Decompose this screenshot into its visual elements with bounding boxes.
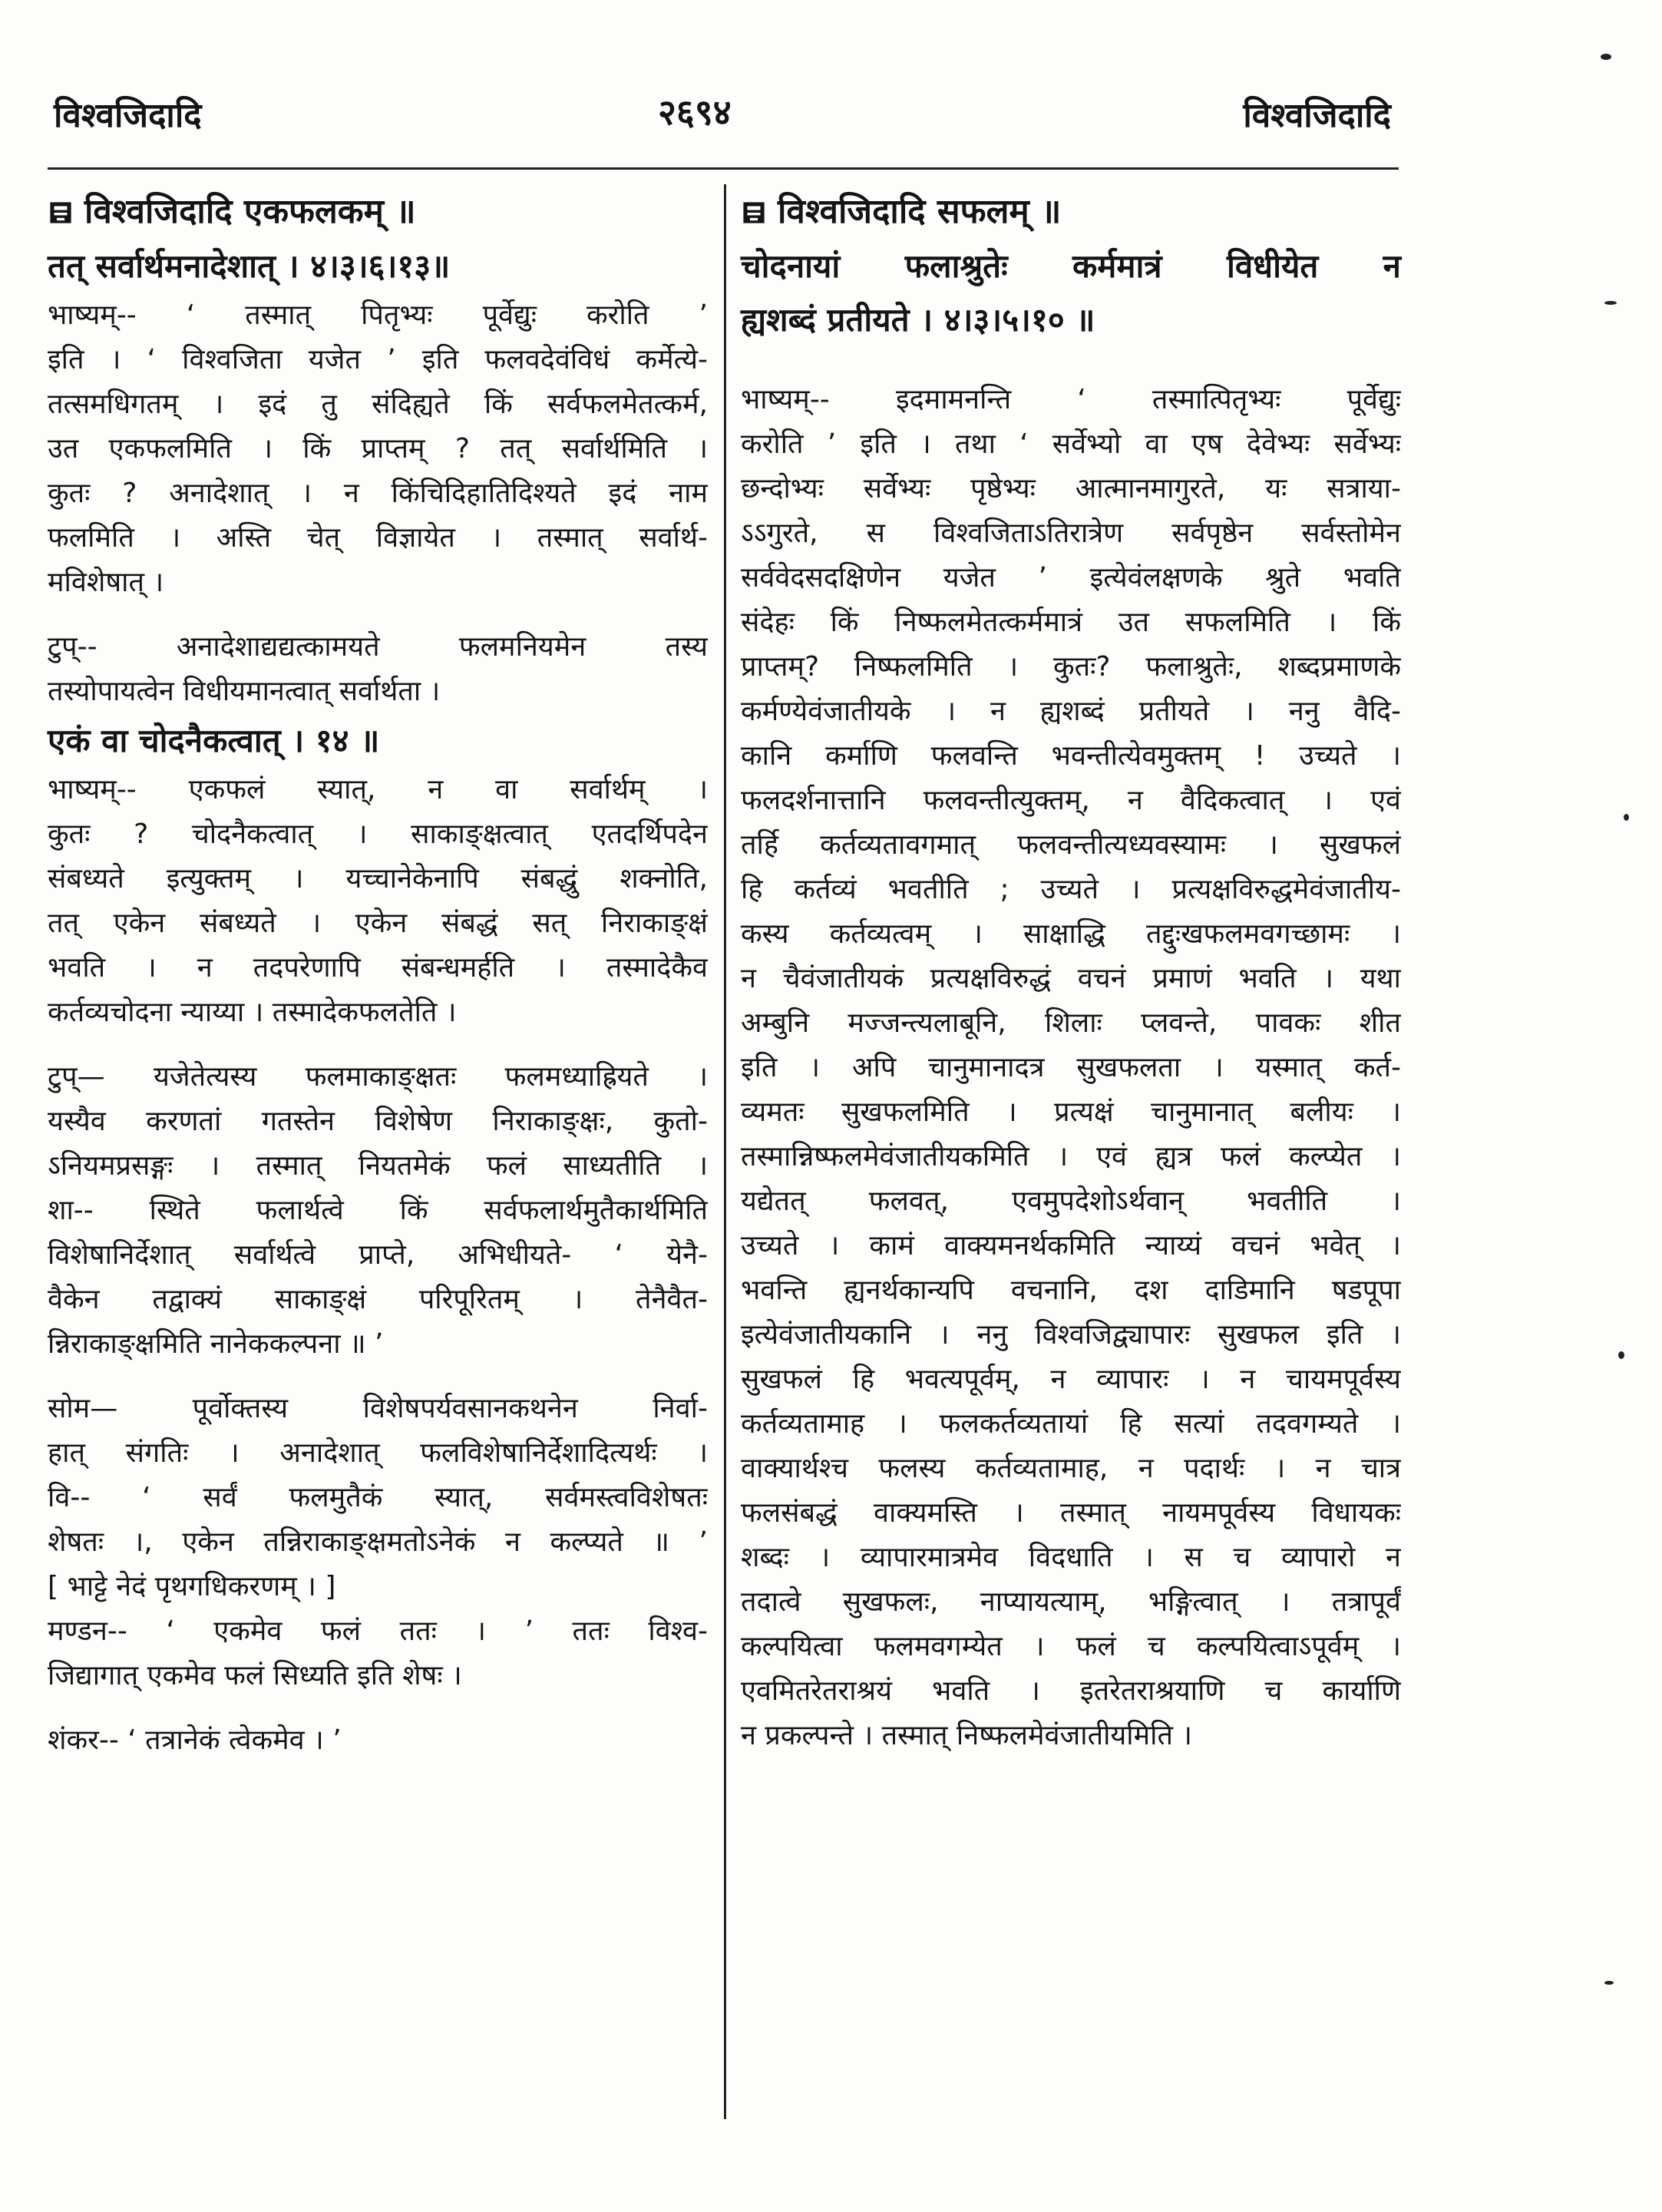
running-head-right: विश्वजिदादि — [1243, 96, 1391, 135]
right-text-line: यद्येतत् फलवत्, एवमुपदेशोऽर्थवान् भवतीति । — [741, 1185, 1401, 1217]
right-sutra-line: ह्यशब्दं प्रतीयते । ४।३।५।१० ॥ — [741, 301, 1095, 339]
left-text-line: इति । ‘ विश्वजिता यजेत ’ इति फलवदेवंविधं कर्मेत्ये- — [48, 344, 708, 375]
page-number: २६९४ — [658, 91, 732, 133]
left-text-line: जिद्यागात् एकमेव फलं सिध्यति इति शेषः । — [48, 1660, 462, 1691]
running-head-left: विश्वजिदादि — [54, 96, 202, 135]
heading-text: विश्वजिदादि सफलम् ॥ — [778, 192, 1062, 231]
left-text-line: विशेषानिर्देशात् सर्वार्थत्वे प्राप्ते, अभिधीयते- ‘ येनै- — [48, 1239, 708, 1271]
right-text-line: अम्बुनि मज्जन्त्यलाबूनि, शिलाः प्लवन्ते, पावकः शीत — [741, 1007, 1401, 1039]
left-text-line: सोम— पूर्वोक्तस्य विशेषपर्यवसानकथनेन निर्वा- — [48, 1393, 708, 1424]
right-text-line: हि कर्तव्यं भवतीति ; उच्यते । प्रत्यक्षविरुद्धमेवंजातीय- — [741, 874, 1401, 905]
paragraph-spacer — [48, 1367, 708, 1387]
section-mark-icon — [741, 200, 767, 226]
right-text-line: ऽऽगुरते, स विश्वजिताऽतिरात्रेण सर्वपृष्ठेन सर्वस्तोमेन — [741, 517, 1401, 549]
right-text-line: इत्येवंजातीयकानि । ननु विश्वजिद्व्यापारः सुखफल इति । — [741, 1319, 1401, 1351]
left-text-line: [ भाट्टे नेदं पृथगधिकरणम् । ] — [48, 1571, 336, 1602]
paragraph-spacer — [48, 605, 708, 625]
left-text-line: शेषतः ।, एकेन तन्निराकाङ्क्षमतोऽनेकं न कल्प्यते ॥ ’ — [48, 1526, 708, 1558]
right-text-line: उच्यते । कामं वाक्यमनर्थकमिति न्याय्यं वचनं भवेत् । — [741, 1230, 1401, 1261]
left-text-line: यस्यैव करणतां गतस्तेन विशेषेण निराकाङ्क्षः, कुतो- — [48, 1106, 708, 1137]
scan-speck — [1604, 1981, 1614, 1985]
right-text-line: वाक्यार्थश्च फलस्य कर्तव्यतामाह, न पदार्थः । न चात्र — [741, 1453, 1401, 1484]
right-text-line: प्राप्तम्? निष्फलमिति । कुतः? फलाश्रुतेः, शब्दप्रमाणके — [741, 651, 1401, 683]
left-sutra-line: तत् सर्वार्थमनादेशात् । ४।३।६।१३॥ — [48, 247, 451, 285]
left-text-line: न्निराकाङ्क्षमिति नानेककल्पना ॥ ’ — [48, 1328, 384, 1360]
scan-speck — [1601, 54, 1611, 60]
left-text-line: भवति । न तदपरेणापि संबन्धमर्हति । तस्मादेकैव — [48, 952, 708, 984]
right-text-line: संदेहः किं निष्फलमेतत्कर्ममात्रं उत सफलमिति । किं — [741, 607, 1401, 638]
page-header — [48, 83, 1391, 152]
header-rule — [48, 167, 1399, 170]
left-section-heading — [48, 184, 708, 240]
left-text-line: तत्समधिगतम् । इदं तु संदिह्यते किं सर्वफलमेतत्कर्म, — [48, 389, 708, 420]
left-text-line: कर्तव्यचोदना न्याय्या । तस्मादेकफलतेति । — [48, 997, 457, 1028]
left-text-line: कुतः ? चोदनैकत्वात् । साकाङ्क्षत्वात् एतदर्थिपदेन — [48, 818, 708, 850]
right-text-line: कर्तव्यतामाह । फलकर्तव्यतायां हि सत्यां तदवगम्यते । — [741, 1408, 1401, 1440]
left-text-line: वि-- ‘ सर्वं फलमुतैकं स्यात्, सर्वमस्त्वविशेषतः — [48, 1482, 708, 1513]
column-divider — [724, 184, 726, 2119]
left-text-line: कुतः ? अनादेशात् । न किंचिदिहातिदिश्यते इदं नाम — [48, 478, 708, 509]
left-text-line: शा-- स्थिते फलार्थत्वे किं सर्वफलार्थमुतैकार्थमिति — [48, 1195, 708, 1226]
left-text-line: संबध्यते इत्युक्तम् । यच्चानेकेनापि संबद्धुं शक्नोति, — [48, 863, 708, 894]
scan-speck — [1618, 1351, 1624, 1359]
right-text-line: भाष्यम्-- इदमामनन्ति ‘ तस्मात्पितृभ्यः पूर्वेद्युः — [741, 384, 1401, 415]
right-sutra-line: चोदनायां फलाश्रुतेः कर्ममात्रं विधीयेत न — [741, 247, 1401, 285]
right-text-line: तदात्वे सुखफलः, नाप्यायत्याम्, भङ्गित्वात् । तत्रापूर्वं — [741, 1586, 1401, 1618]
right-text-line: कानि कर्माणि फलवन्ति भवन्तीत्येवमुक्तम् ! उच्यते । — [741, 740, 1401, 772]
right-text-line: कर्मण्येवंजातीयके । न ह्यशब्दं प्रतीयते । ननु वैदि- — [741, 696, 1401, 727]
right-text-line: फलदर्शनात्तानि फलवन्तीत्युक्तम्, न वैदिकत्वात् । एवं — [741, 785, 1401, 816]
right-text-line: छन्दोभ्यः सर्वेभ्यः पृष्ठेभ्यः आत्मानमागुरते, यः सत्राया- — [741, 473, 1401, 504]
scan-speck — [1604, 301, 1617, 305]
left-text-line: भाष्यम्-- ‘ तस्मात् पितृभ्यः पूर्वेद्युः करोति ’ — [48, 299, 708, 331]
right-text-line: कल्पयित्वा फलमवगम्येत । फलं च कल्पयित्वाऽपूर्वम् । — [741, 1631, 1401, 1662]
paragraph-spacer — [741, 347, 1401, 378]
right-text-line: व्यमतः सुखफलमिति । प्रत्यक्षं चानुमानात् बलीयः । — [741, 1096, 1401, 1128]
left-text-line: भाष्यम्-- एकफलं स्यात्, न वा सर्वार्थम् । — [48, 774, 708, 805]
right-text-line: फलसंबद्धं वाक्यमस्ति । तस्मात् नायमपूर्वस्य विधायकः — [741, 1497, 1401, 1529]
right-text-line: एवमितरेतराश्रयं भवति । इतरेतराश्रयाणि च कार्याणि — [741, 1675, 1401, 1707]
right-text-line: भवन्ति ह्यनर्थकान्यपि वचनानि, दश दाडिमानि षडपूपा — [741, 1275, 1401, 1306]
left-text-line: टुप्— यजेतेत्यस्य फलमाकाङ्क्षतः फलमध्याह्रियते । — [48, 1061, 708, 1093]
right-text-line: करोति ’ इति । तथा ‘ सर्वेभ्यो वा एष देवेभ्यः सर्वेभ्यः — [741, 428, 1401, 460]
left-column — [48, 184, 708, 1763]
left-text-line: टुप्-- अनादेशाद्यद्यत्कामयते फलमनियमेन तस्य — [48, 631, 708, 663]
left-sutra-line: एकं वा चोदनैकत्वात् । १४ ॥ — [48, 722, 380, 759]
section-mark-icon — [48, 200, 74, 226]
left-text-line: फलमिति । अस्ति चेत् विज्ञायेत । तस्मात् सर्वार्थ- — [48, 522, 708, 554]
right-text-line: न प्रकल्पन्ते । तस्मात् निष्फलमेवंजातीयमिति । — [741, 1720, 1193, 1751]
paragraph-spacer — [48, 1035, 708, 1055]
right-text-line: सुखफलं हि भवत्यपूर्वम्, न व्यापारः । न चायमपूर्वस्य — [741, 1364, 1401, 1395]
left-text-line: तत् एकेन संबध्यते । एकेन संबद्धं सत् निराकाङ्क्षं — [48, 908, 708, 939]
right-section-heading — [741, 184, 1401, 240]
left-text-line: शंकर-- ‘ तत्रानेकं त्वेकमेव । ’ — [48, 1724, 342, 1756]
scan-speck — [1624, 814, 1629, 821]
left-text-line: मविशेषात् । — [48, 567, 164, 598]
left-text-line: ऽनियमप्रसङ्गः । तस्मात् नियतमेकं फलं साध्यतीति । — [48, 1150, 708, 1182]
right-text-line: शब्दः । व्यापारमात्रमेव विदधाति । स च व्यापारो न — [741, 1542, 1401, 1573]
right-text-line: न चैवंजातीयकं प्रत्यक्षविरुद्धं वचनं प्रमाणं भवति । यथा — [741, 963, 1401, 994]
left-text-line: हात् संगतिः । अनादेशात् फलविशेषानिर्देशादित्यर्थः । — [48, 1437, 708, 1469]
right-text-line: सर्ववेदसदक्षिणेन यजेत ’ इत्येवंलक्षणके श्रुते भवति — [741, 562, 1401, 594]
right-column — [741, 184, 1401, 1758]
right-text-line: कस्य कर्तव्यत्वम् । साक्षाद्धि तद्दुःखफलमवगच्छामः । — [741, 918, 1401, 950]
left-text-line: उत एकफलमिति । किं प्राप्तम् ? तत् सर्वार्थमिति । — [48, 433, 708, 465]
right-text-line: तर्हि कर्तव्यतावगमात् फलवन्तीत्यध्यवस्यामः । सुखफलं — [741, 829, 1401, 861]
right-text-line: इति । अपि चानुमानादत्र सुखफलता । यस्मात् कर्त- — [741, 1052, 1401, 1083]
left-text-line: तस्योपायत्वेन विधीयमानत्वात् सर्वार्थता । — [48, 676, 441, 707]
heading-text: विश्वजिदादि एकफलकम् ॥ — [84, 192, 416, 231]
right-text-line: तस्मान्निष्फलमेवंजातीयकमिति । एवं ह्यत्र फलं कल्प्येत । — [741, 1141, 1401, 1172]
paragraph-spacer — [48, 1698, 708, 1718]
left-text-line: वैकेन तद्वाक्यं साकाङ्क्षं परिपूरितम् । तेनैवैत- — [48, 1284, 708, 1315]
left-text-line: मण्डन-- ‘ एकमेव फलं ततः । ’ ततः विश्व- — [48, 1615, 708, 1647]
